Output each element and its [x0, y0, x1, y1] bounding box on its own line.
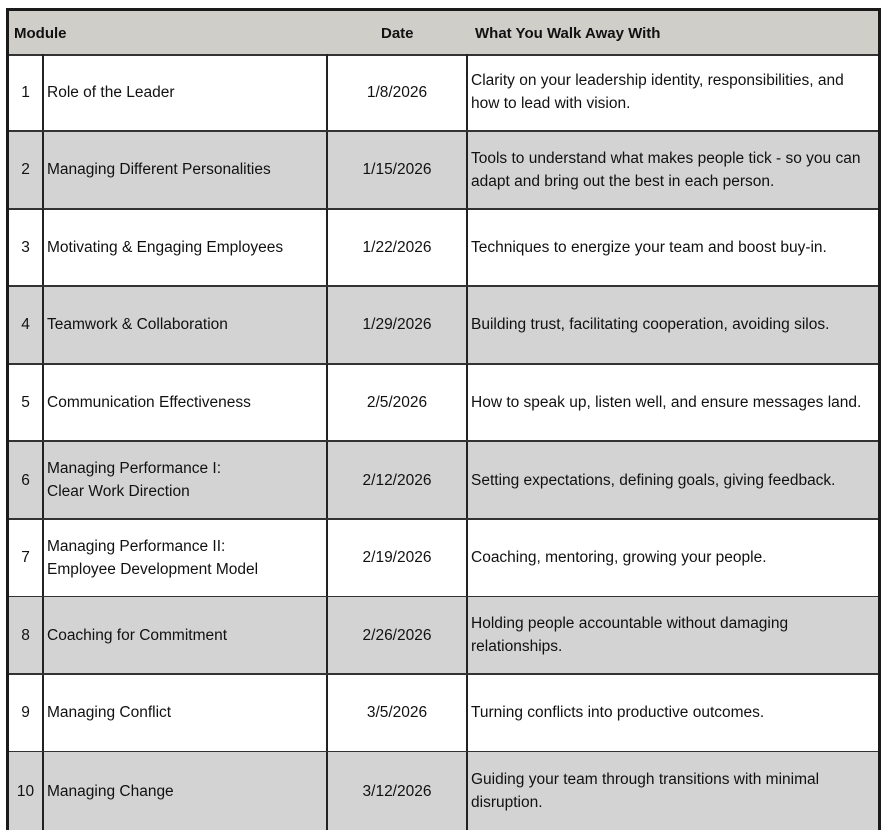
- row-num: 8: [21, 626, 30, 644]
- header-module: Module: [14, 25, 67, 42]
- row-desc: Turning conflicts into productive outcomes.: [471, 704, 765, 722]
- module-number: [9, 209, 44, 285]
- table-row: [9, 364, 878, 442]
- module-schedule-table: [6, 8, 881, 830]
- module-date: [328, 364, 468, 440]
- module-number: [9, 597, 44, 673]
- module-number: [9, 54, 44, 130]
- module-title: [44, 520, 328, 596]
- row-title: Managing Performance I:: [47, 460, 222, 477]
- row-date: 2/12/2026: [362, 471, 432, 489]
- row-num: 7: [21, 549, 30, 567]
- module-number: [9, 520, 44, 596]
- module-outcome: [468, 597, 878, 673]
- row-date: 2/26/2026: [362, 626, 432, 644]
- module-title: [44, 54, 328, 130]
- module-title: [44, 287, 328, 363]
- module-title: [44, 675, 328, 751]
- row-title: Motivating & Engaging Employees: [47, 238, 284, 256]
- module-number: [9, 132, 44, 208]
- row-title: Managing Performance II:: [47, 537, 226, 555]
- table-row: [9, 54, 878, 132]
- module-title: [44, 209, 328, 285]
- module-date: [328, 442, 468, 518]
- module-outcome: [468, 364, 878, 440]
- module-date: [328, 597, 468, 673]
- row-num: 3: [21, 238, 30, 256]
- module-date: [328, 209, 468, 285]
- row-title: Teamwork & Collaboration: [47, 316, 228, 334]
- module-date: [328, 132, 468, 208]
- header-date: Date: [381, 25, 414, 42]
- module-outcome: [468, 752, 878, 830]
- module-date: [328, 675, 468, 751]
- row-date: 2/19/2026: [362, 549, 432, 567]
- module-date: [328, 752, 468, 830]
- row-num: 1: [21, 83, 30, 101]
- row-date: 1/15/2026: [362, 161, 432, 179]
- row-title2: Clear Work Direction: [47, 483, 190, 500]
- module-outcome: [468, 287, 878, 363]
- module-title: [44, 364, 328, 440]
- row-title: Communication Effectiveness: [47, 393, 251, 411]
- row-title: Coaching for Commitment: [47, 626, 228, 644]
- module-title: [44, 597, 328, 673]
- row-desc: Holding people accountable without damaging relationships.: [471, 615, 789, 656]
- row-desc: Clarity on your leadership identity, responsibilities, and how to lead with vision.: [471, 72, 844, 112]
- row-num: 5: [21, 393, 30, 411]
- row-num: 6: [21, 471, 30, 489]
- module-outcome: [468, 520, 878, 596]
- module-outcome: [468, 442, 878, 518]
- module-outcome: [468, 675, 878, 751]
- module-number: [9, 442, 44, 518]
- module-date: [328, 54, 468, 130]
- table-row: [9, 520, 878, 598]
- row-desc: Techniques to energize your team and boost buy-in.: [471, 238, 827, 256]
- row-desc: Building trust, facilitating cooperation, avoiding silos.: [471, 316, 830, 334]
- row-desc: How to speak up, listen well, and ensure messages land.: [471, 393, 862, 411]
- header-outcome: What You Walk Away With: [475, 25, 661, 42]
- module-outcome: [468, 54, 878, 130]
- row-date: 1/8/2026: [366, 83, 428, 101]
- row-title: Managing Change: [47, 782, 174, 800]
- row-date: 1/22/2026: [362, 238, 432, 256]
- module-title: [44, 442, 328, 518]
- row-num: 9: [21, 704, 30, 722]
- row-num: 10: [16, 782, 35, 800]
- row-desc: Tools to understand what makes people tick - so you can adapt and bring out the best in each person.: [471, 149, 861, 190]
- row-date: 1/29/2026: [362, 316, 432, 334]
- table-header: [9, 11, 878, 56]
- row-date: 2/5/2026: [366, 393, 428, 411]
- module-outcome: [468, 132, 878, 208]
- row-date: 3/12/2026: [362, 782, 432, 800]
- module-number: [9, 364, 44, 440]
- row-desc: Setting expectations, defining goals, giving feedback.: [471, 471, 836, 489]
- table-row: [9, 442, 878, 520]
- module-title: [44, 752, 328, 830]
- row-title: Managing Conflict: [47, 704, 172, 722]
- table-row: [9, 675, 878, 753]
- row-title: Managing Different Personalities: [47, 161, 271, 179]
- module-date: [328, 287, 468, 363]
- module-number: [9, 752, 44, 830]
- row-date: 3/5/2026: [366, 704, 428, 722]
- module-number: [9, 675, 44, 751]
- table-row: [9, 287, 878, 365]
- table-row: [9, 132, 878, 210]
- row-num: 2: [21, 161, 30, 179]
- row-title2: Employee Development Model: [47, 560, 259, 578]
- table-row: [9, 209, 878, 287]
- row-num: 4: [21, 316, 30, 334]
- module-outcome: [468, 209, 878, 285]
- row-desc: Coaching, mentoring, growing your people.: [471, 549, 767, 567]
- module-title: [44, 132, 328, 208]
- module-date: [328, 520, 468, 596]
- table-row: [9, 752, 878, 830]
- module-number: [9, 287, 44, 363]
- row-title: Role of the Leader: [47, 83, 175, 101]
- row-desc: Guiding your team through transitions with minimal disruption.: [471, 771, 820, 812]
- table-row: [9, 597, 878, 675]
